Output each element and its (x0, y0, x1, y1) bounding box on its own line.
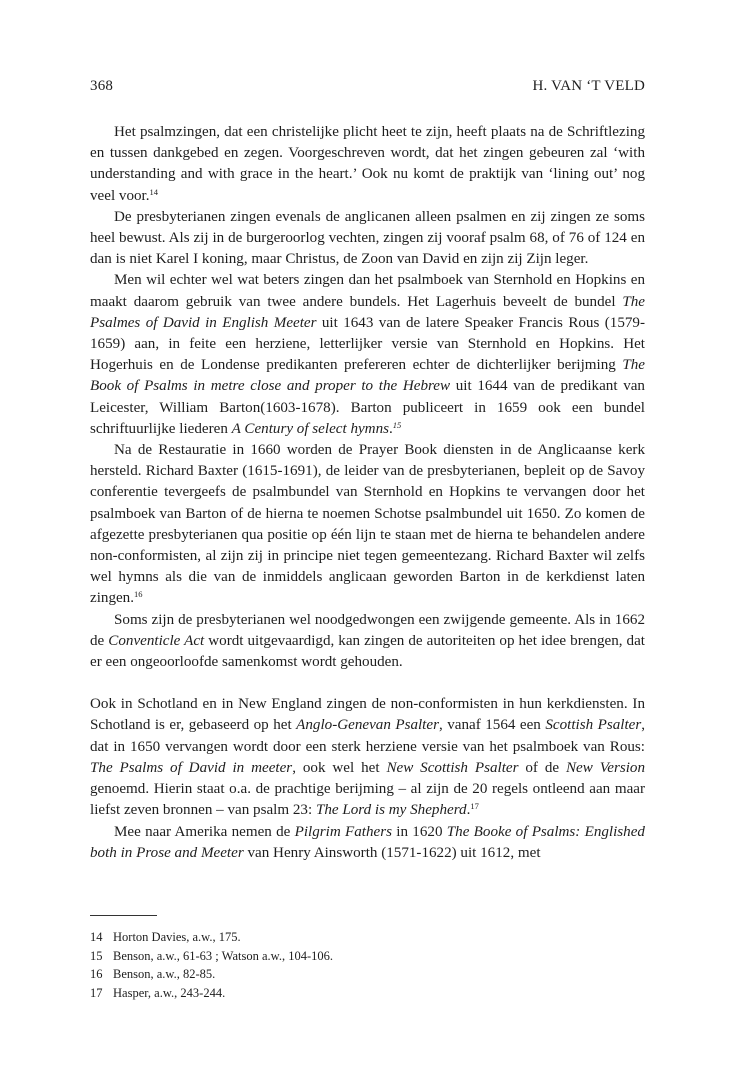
footnote-number: 14 (90, 930, 103, 944)
footnote (90, 947, 645, 966)
running-header (90, 78, 645, 98)
footnote-text: Benson, a.w., 61-63 ; Watson a.w., 104-106. (113, 948, 334, 963)
footnote-divider (90, 915, 157, 916)
running-head: H. VAN ‘T VELD (532, 78, 645, 94)
text-run: Het psalmzingen, dat een christelijke plicht heet te zijn, heeft plaats na de Schriftlezing en tussen dankgebed en zegen. Voorgeschreven wordt, dat het zingen gebeuren zal ‘with understanding and with grace in the heart.’ Ook nu komt de praktijk van ‘lining out’ nog veel voor. (90, 124, 645, 204)
page-number: 368 (90, 78, 114, 94)
footnote-ref: 17 (470, 801, 479, 812)
text-run: genoemd. Hierin staat o.a. de prachtige berijming – al zijn de 20 regels ontleend aan maar liefst zeven bronnen – van psalm 23: (90, 781, 645, 819)
footnote (90, 965, 645, 984)
italic-title: The Psalms of David in meeter (90, 759, 293, 776)
paragraph (90, 440, 645, 610)
text-run: , ook wel het (292, 759, 387, 776)
text-run: Na de Restauratie in 1660 worden de Prayer Book diensten in de Anglicaanse kerk hersteld. Richard Baxter (1615-1691), de leider van de presbyterianen, bepleit op de Savoy conferentie tevergeefs de psalmbundel van Sternhold en Hopkins te vervangen door het psalmboek van Barton of de hierna te noemen Schotse psalmbundel uit 1650. Zo komen de afgezette presbyterianen qua positie op één lijn te staan met de hierna te behandelen andere non-conformisten, al zijn zij in principe niet tegen gemeentezang. Richard Baxter wil zelfs wel hymns als die van de inmiddels anglicaan geworden Barton in de kerkdienst laten zingen. (90, 442, 645, 607)
footnote-text: Hasper, a.w., 243-244. (113, 985, 226, 1000)
text-run: Ook in Schotland en in New England zingen de non-conformisten in hun kerkdiensten. In Schotland is er, gebaseerd op het (90, 696, 645, 734)
text-run: van Henry Ainsworth (1571-1622) uit 1612, met (243, 844, 541, 861)
footnote (90, 984, 645, 1003)
italic-title: New Version (565, 759, 645, 776)
footnote-ref: 14 (149, 186, 159, 197)
italic-title: Pilgrim Fathers (294, 823, 392, 840)
paragraph (90, 270, 645, 440)
paragraph (90, 122, 645, 207)
text-run: De presbyterianen zingen evenals de anglicanen alleen psalmen en zij zingen ze soms heel bewust. Als zij in de burgeroorlog vechten, zingen zij vooraf psalm 68, of 76 of 124 en dan is niet Karel I koning, maar Christus, de Zoon van David en zijn zij Zijn leger. (90, 208, 645, 268)
text-run: uit 1643 van de latere Speaker Francis Rous (1579-1659) aan, in feite een herziene, letterlijker versie van Sternhold en Hopkins. Het Hogerhuis en de Londense predikanten prefereren echter de dichterlijker berijming (90, 314, 645, 374)
footnote-number: 17 (90, 985, 103, 1000)
paragraph (90, 822, 645, 864)
text-run: Soms zijn de presbyterianen wel noodgedwongen een zwijgende gemeente. Als in 1662 de (90, 611, 645, 649)
footnote-text: Horton Davies, a.w., 175. (113, 930, 241, 944)
footnote-text: Benson, a.w., 82-85. (113, 967, 216, 981)
footnote-number: 16 (90, 967, 103, 981)
footnotes (90, 928, 645, 1002)
paragraph (90, 694, 645, 821)
text-run: . (389, 420, 393, 437)
paragraph (90, 610, 645, 674)
italic-title: The Booke of Psalms: Englished both in Prose and Meeter (90, 823, 645, 861)
italic-title: A Century of select hymns (231, 420, 390, 437)
italic-title: Conventicle Act (108, 632, 205, 649)
text-run: of de (518, 759, 566, 776)
footnote (90, 928, 645, 947)
text-run: , vanaf 1564 een (438, 717, 546, 734)
body-text (90, 122, 645, 864)
text-run: , dat in 1650 vervangen wordt door een sterk herziene versie van het psalmboek van Rous: (90, 717, 646, 755)
text-run: wordt uitgevaardigd, kan zingen de autoriteiten op het idee brengen, dat er een ongeoorloofde samenkomst wordt gehouden. (90, 632, 645, 671)
italic-title: Scottish Psalter (545, 717, 642, 734)
footnote-ref: 15 (392, 419, 402, 430)
italic-title: New Scottish Psalter (386, 759, 519, 776)
text-run: uit 1644 van de predikant van Leicester, William Barton(1603-1678). Barton publiceert in 1659 ook een bundel schriftuurlijke liederen (90, 378, 645, 437)
text-run: Men wil echter wel wat beters zingen dan het psalmboek van Sternhold en Hopkins en maakt daarom gebruik van twee andere bundels. Het Lagerhuis beveelt de bundel (90, 272, 645, 310)
footnote-ref: 16 (134, 589, 143, 600)
text-run: in 1620 (392, 823, 447, 840)
italic-title: The Book of Psalms in metre close and proper to the Hebrew (90, 357, 645, 395)
paragraph (90, 207, 645, 271)
italic-title: The Lord is my Shepherd (315, 802, 467, 819)
text-run: . (466, 802, 471, 819)
italic-title: Anglo-Genevan Psalter (296, 717, 439, 734)
italic-title: The Psalmes of David in English Meeter (90, 293, 645, 331)
footnote-number: 15 (90, 948, 103, 963)
text-run: Mee naar Amerika nemen de (114, 823, 295, 840)
